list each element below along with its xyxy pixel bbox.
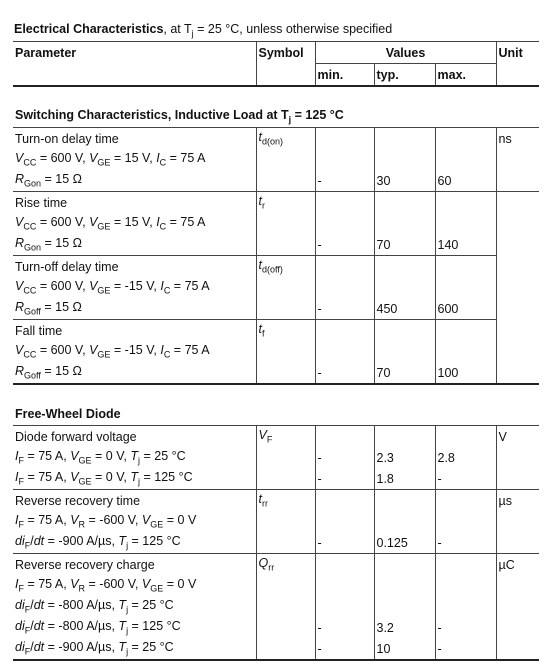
table-header-row [13,42,539,64]
table-subheader-row [13,64,539,87]
param-name: Rise time [15,195,68,210]
symbol-cell: $t_r$ [256,192,315,214]
param-name: Diode forward voltage [15,429,137,444]
table-row: $R_{Goff} = 15$ Ω - 450 600 [13,298,539,320]
section-switching: Switching Characteristics, Inductive Load at $T_j = 125$ °C [13,105,539,128]
table-row: $R_{Gon} = 15$ Ω - 70 140 [13,234,539,256]
symbol-cell: $V_F$ [256,426,315,448]
characteristics-table: Parameter Symbol Values Unit min. typ. max. Switching Characteristics, Inductive Load at $T_j = 125$ °C Turn-on delay time $t_{d(on)}$ ns $V_{CC} = 600$ V, $V_{GE} = 15$ V, $I_C = 75$ A $R_{Gon} = 15$ Ω - 30 60 Rise time $t_r$ $V_{CC} = 600$ V, $V_{GE} = 15$ V, $I_C = 75$ A $R_{Gon} = 15$ Ω - 70 140 Turn-off delay time $t_{d(off)}$ $V_{CC} = 600$ V, $V_{GE} = -15$ V, $I_C = 75$ A $R_{Goff} = 15$ Ω - 450 600 Fall time $t_f$ $V_{CC} = 600$ V, $V_{GE} = -15$ V, $I_C = 75$ A $R_{Goff} = 15$ Ω - 70 100 Free-Wheel Diode Diode forward voltage $V_F$ V $I_F = 75$ A, $V_{GE} = 0$ V, $T_j = 25$ °C - 2.3 2.8 $I_F = 75$ A, $V_{GE} = 0$ V, $T_j = 125$ °C - 1.8 - Reverse recovery time $t_{rr}$ µs $I_F = 75$ A, $V_R = -600$ V, $V_{GE} = 0$ V $di_F/dt = -900$ A/µs, $T_j = 125$ °C - 0.125 - Reverse recovery charge $Q_{rr}$ µC $I_F = 75$ A, $V_R = -600$ V, $V_{GE} = 0$ V $di_F/dt = -800$ A/µs, $T_j = 25$ °C $di_F/dt = -800$ A/µs, $T_j = 125$ °C - 3.2 - $di_F/dt = -900$ A/µs, $T_j = 25$ °C - 10 - [13,41,539,661]
table-row: $I_F = 75$ A, $V_{GE} = 0$ V, $T_j = 125$ °C - 1.8 - [13,468,539,490]
section-diode: Free-Wheel Diode [13,403,539,426]
header-unit: Unit [496,42,539,64]
unit-cell: µs [496,490,539,512]
symbol-cell: $t_{d(off)}$ [256,256,315,278]
table-row [13,128,539,150]
header-min: min. [315,64,374,87]
header-max: max. [435,64,496,87]
table-row: $R_{Gon} = 15$ Ω - 30 60 [13,170,539,192]
param-name: Turn-off delay time [15,259,119,274]
table-row: $di_F/dt = -900$ A/µs, $T_j = 125$ °C - 0.125 - [13,532,539,554]
table-row: $R_{Goff} = 15$ Ω - 70 100 [13,362,539,384]
symbol-cell: $t_{d(on)}$ [256,128,315,150]
param-name: Fall time [15,323,63,338]
header-typ: typ. [374,64,435,87]
header-parameter: Parameter [13,42,256,64]
table-row: $di_F/dt = -900$ A/µs, $T_j = 25$ °C - 10 - [13,638,539,660]
symbol-cell: $Q_{rr}$ [256,554,315,576]
unit-cell: V [496,426,539,448]
symbol-cell: $t_{rr}$ [256,490,315,512]
header-values: Values [315,42,496,64]
param-name: Turn-on delay time [15,131,119,146]
symbol-cell: $t_f$ [256,320,315,342]
param-name: Reverse recovery charge [15,557,155,572]
unit-cell: µC [496,554,539,576]
page-title: Electrical Characteristics, at $T_j = 25$ °C, unless otherwise specified [14,22,393,39]
header-symbol: Symbol [256,42,315,64]
unit-cell: ns [496,128,539,150]
param-name: Reverse recovery time [15,493,141,508]
